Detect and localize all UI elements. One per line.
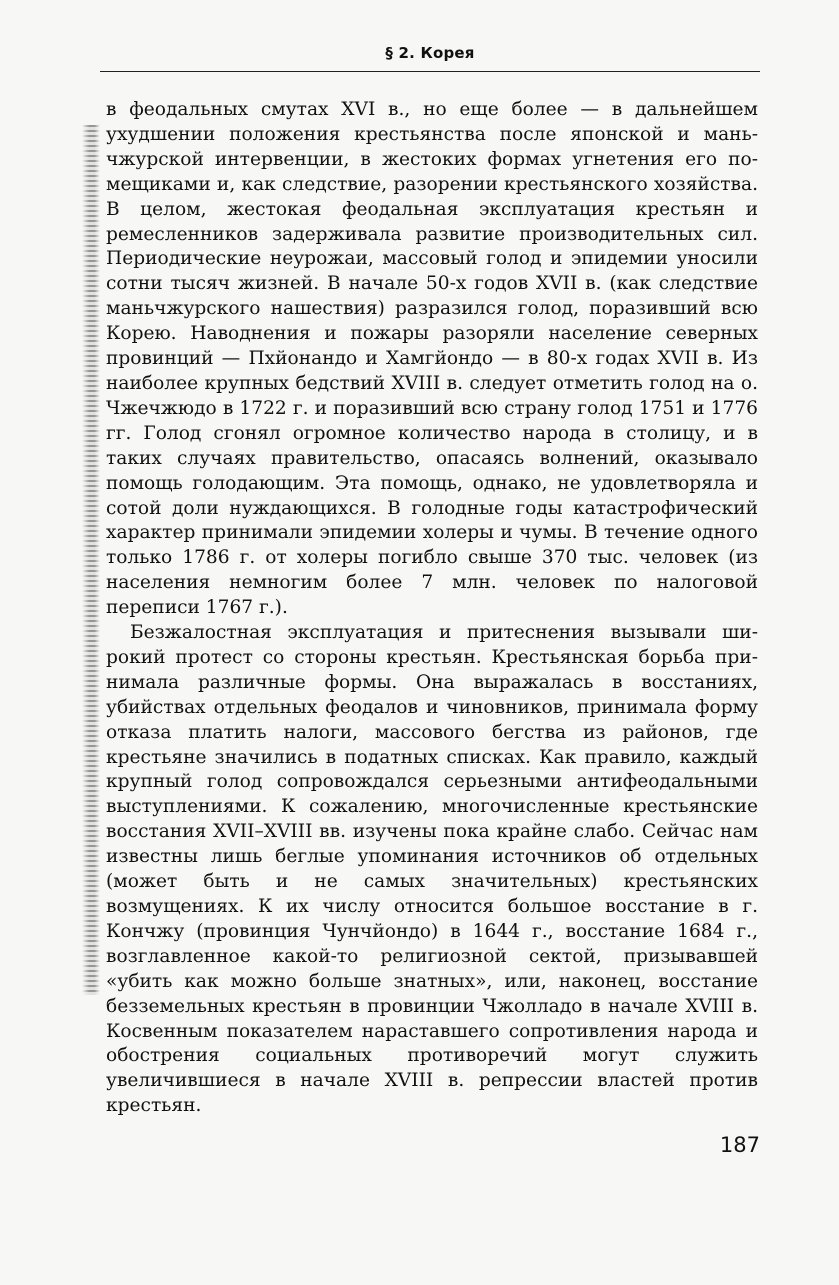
body-text bbox=[106, 98, 758, 1119]
binding-shadow bbox=[82, 125, 100, 995]
header-rule bbox=[100, 71, 760, 72]
running-head: § 2. Корея bbox=[385, 44, 475, 62]
paragraph-1: в феодальных смутах XVI в., но еще более — в дальнейшем ухудшении положения крестьянства после японской и маньчжурской интервенции, в жестоких формах угнетения его помещиками и, как следствие, разорении крестьянского хозяйства. В целом, жестокая феодальная эксплуатация крестьян и ремесленников задерживала развитие производительных сил. Периодические неурожаи, массовый голод и эпидемии уносили сотни тысяч жизней. В начале 50-х годов XVII в. (как следствие маньчжурского нашествия) разразился голод, поразивший всю Корею. Наводнения и пожары разоряли население северных провинций — Пхйонандо и Хамгйондо — в 80-х годах XVII в. Из наиболее крупных бедствий XVIII в. следует отметить голод на о. Чжечжюдо в 1722 г. и поразивший всю страну голод 1751 и 1776 гг. Голод сгонял огромное количество народа в столицу, и в таких случаях правительство, опасаясь волнений, оказывало помощь голодающим. Эта помощь, однако, не удовлетворяла и сотой доли нуждающихся. В голодные годы катастрофический характер принимали эпидемии холеры и чумы. В течение одного только 1786 г. от холеры погибло свыше 370 тыс. человек (из населения немногим более 7 млн. человек по налоговой переписи 1767 г.). bbox=[106, 99, 758, 619]
paragraph-2: Безжалостная эксплуатация и притеснения вызывали широкий протест со стороны крестьян. Крестьянская борьба принимала различные формы. Она выражалась в восстаниях, убийствах отдельных феодалов и чиновников, принимала форму отказа платить налоги, массового бегства из районов, где крестьяне значились в податных списках. Как правило, каждый крупный голод сопровождался серьезными антифеодальными выступлениями. К сожалению, многочисленные крестьянские восстания XVII–XVIII вв. изучены пока крайне слабо. Сейчас нам известны лишь беглые упоминания источников об отдельных (может быть и не самых значительных) крестьянских возмущениях. К их числу относится большое восстание в г. Кончжу (провинция Чунчйондо) в 1644 г., восстание 1684 г., возглавленное какой-то религиозной сектой, призывавшей «убить как можно больше знатных», или, наконец, восстание безземельных крестьян в провинции Чжолладо в начале XVIII в. Косвенным показателем нараставшего сопротивления народа и обострения социальных противоречий могут служить увеличившиеся в начале XVIII в. репрессии властей против крестьян. bbox=[106, 622, 758, 1117]
page-number: 187 bbox=[719, 1133, 760, 1157]
